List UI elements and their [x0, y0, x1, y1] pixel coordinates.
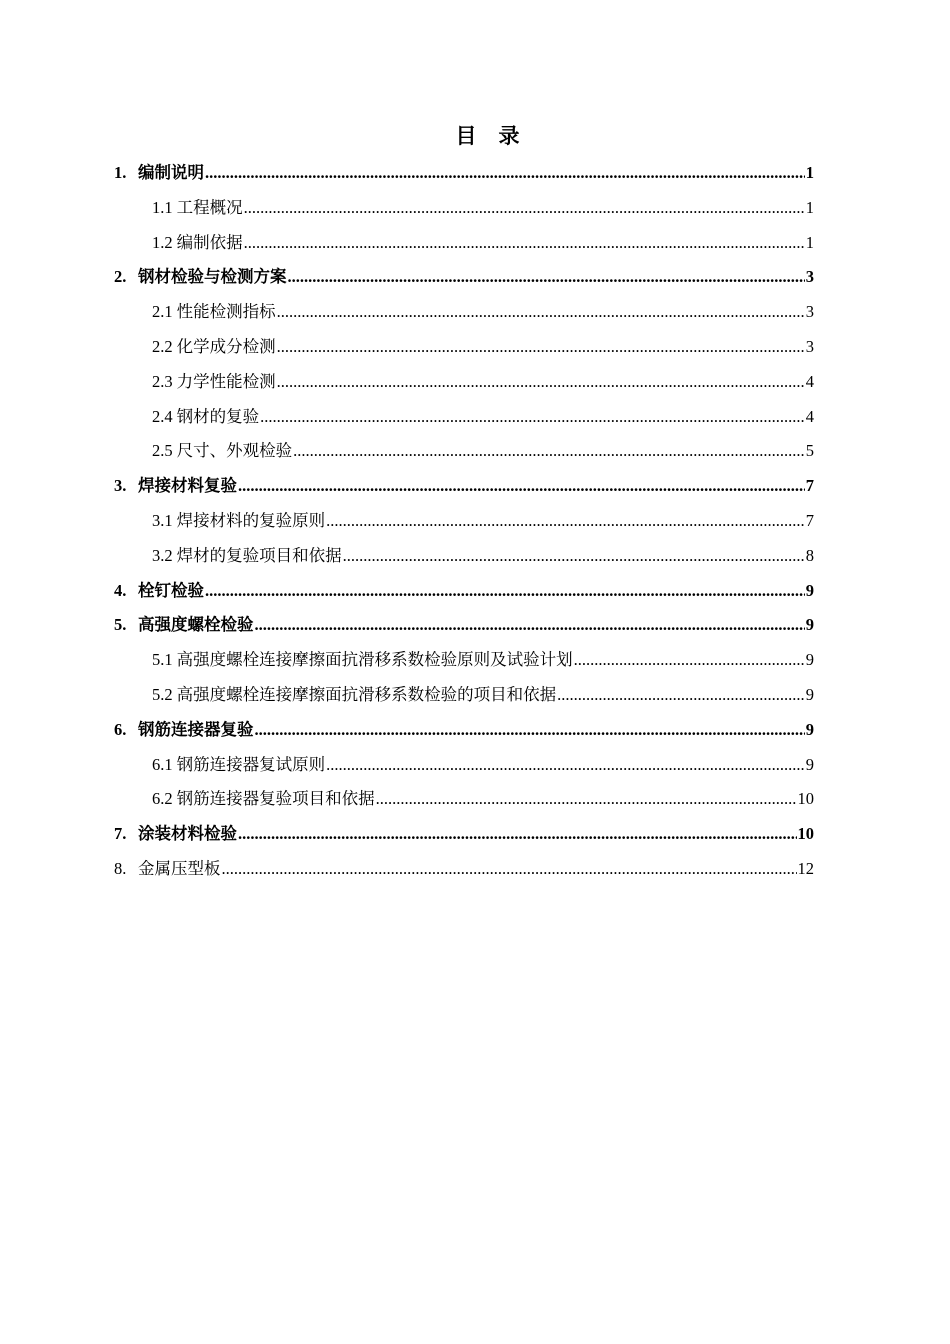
toc-entry-page: 3 — [805, 336, 814, 356]
toc-entry-label: 工程概况 — [176, 197, 243, 217]
toc-entry-label: 涂装材料检验 — [138, 824, 237, 844]
toc-dot-leader — [376, 782, 797, 817]
toc-dot-leader — [326, 504, 805, 539]
toc-entry-1-2[interactable] — [114, 226, 814, 261]
toc-entry-page: 10 — [797, 789, 814, 809]
toc-entry-5-1[interactable] — [114, 643, 814, 678]
toc-entry-page: 9 — [805, 580, 814, 600]
toc-dot-leader — [222, 852, 797, 887]
toc-entry-number: 4. — [114, 580, 127, 600]
toc-dot-leader — [205, 156, 805, 191]
toc-entry-label: 栓钉检验 — [138, 580, 204, 600]
toc-entry-page: 3 — [805, 267, 814, 287]
toc-entry-1-1[interactable] — [114, 191, 814, 226]
toc-entry-page: 3 — [805, 302, 814, 322]
toc-entry-number: 8. — [114, 858, 127, 878]
toc-entry-2-4[interactable] — [114, 400, 814, 435]
toc-entry-page: 4 — [805, 371, 814, 391]
toc-entry-number: 2. — [114, 267, 127, 287]
toc-dot-leader — [343, 539, 805, 574]
toc-entry-number: 6. — [114, 719, 127, 739]
toc-title — [0, 120, 950, 150]
toc-entry-number: 5.2 — [152, 684, 173, 704]
toc-entry-number: 1. — [114, 163, 127, 182]
toc-entry-label: 钢筋连接器复试原则 — [176, 754, 326, 774]
toc-entry-label: 化学成分检测 — [176, 336, 276, 356]
toc-entry-label: 金属压型板 — [138, 858, 221, 878]
toc-entry-2-5[interactable] — [114, 434, 814, 469]
toc-dot-leader — [260, 400, 805, 435]
toc-entry-label: 钢材的复验 — [176, 406, 260, 426]
toc-entry-7[interactable] — [114, 817, 814, 852]
toc-entry-label: 编制说明 — [138, 163, 204, 182]
toc-entry-number: 3. — [114, 476, 127, 496]
toc-entry-label: 钢筋连接器复验项目和依据 — [176, 789, 375, 809]
toc-dot-leader — [293, 434, 805, 469]
toc-entry-page: 10 — [797, 824, 814, 844]
toc-dot-leader — [255, 713, 805, 748]
toc-entry-3-2[interactable] — [114, 539, 814, 574]
toc-entry-page: 1 — [805, 232, 814, 252]
toc-entry-page: 7 — [805, 476, 814, 496]
toc-dot-leader — [277, 295, 805, 330]
toc-entry-page: 5 — [805, 441, 814, 461]
toc-entry-label: 高强度螺栓连接摩擦面抗滑移系数检验的项目和依据 — [176, 684, 557, 704]
toc-entry-label: 焊接材料复验 — [138, 476, 237, 496]
toc-entry-page: 1 — [805, 163, 814, 182]
toc-title-right: 录 — [498, 124, 520, 148]
toc-entry-page: 1 — [805, 197, 814, 217]
toc-entry-page: 9 — [805, 684, 814, 704]
toc-entry-2-2[interactable] — [114, 330, 814, 365]
toc-entry-number: 2.1 — [152, 302, 173, 322]
toc-entry-page: 12 — [797, 858, 814, 878]
toc-entry-label: 焊接材料的复验原则 — [176, 510, 326, 530]
table-of-contents — [114, 156, 814, 887]
toc-entry-label: 钢材检验与检测方案 — [138, 267, 287, 287]
toc-dot-leader — [238, 469, 805, 504]
toc-entry-5[interactable] — [114, 608, 814, 643]
toc-entry-number: 1.2 — [152, 232, 173, 252]
toc-entry-label: 性能检测指标 — [176, 302, 276, 322]
toc-entry-1[interactable] — [114, 156, 814, 191]
toc-entry-page: 7 — [805, 510, 814, 530]
toc-entry-3-1[interactable] — [114, 504, 814, 539]
toc-entry-number: 3.1 — [152, 510, 173, 530]
toc-entry-3[interactable] — [114, 469, 814, 504]
toc-dot-leader — [238, 817, 797, 852]
toc-dot-leader — [574, 643, 805, 678]
toc-entry-number: 2.5 — [152, 441, 173, 461]
toc-entry-2[interactable] — [114, 260, 814, 295]
toc-entry-label: 编制依据 — [176, 232, 243, 252]
toc-entry-6-2[interactable] — [114, 782, 814, 817]
toc-entry-page: 9 — [805, 650, 814, 670]
toc-entry-2-1[interactable] — [114, 295, 814, 330]
toc-entry-label: 尺寸、外观检验 — [176, 441, 293, 461]
toc-entry-5-2[interactable] — [114, 678, 814, 713]
toc-entry-label: 高强度螺栓检验 — [138, 615, 254, 635]
toc-dot-leader — [326, 748, 805, 783]
toc-entry-2-3[interactable] — [114, 365, 814, 400]
toc-entry-6-1[interactable] — [114, 748, 814, 783]
toc-dot-leader — [205, 574, 805, 609]
toc-dot-leader — [255, 608, 805, 643]
toc-entry-label: 钢筋连接器复验 — [138, 719, 254, 739]
toc-entry-label: 力学性能检测 — [176, 371, 276, 391]
toc-entry-page: 8 — [805, 545, 814, 565]
toc-entry-number: 2.2 — [152, 336, 173, 356]
toc-dot-leader — [244, 226, 805, 261]
toc-entry-number: 5. — [114, 615, 127, 635]
toc-entry-number: 7. — [114, 824, 127, 844]
toc-entry-4[interactable] — [114, 574, 814, 609]
toc-entry-label: 焊材的复验项目和依据 — [176, 545, 342, 565]
toc-entry-page: 9 — [805, 754, 814, 774]
toc-entry-number: 6.2 — [152, 789, 173, 809]
toc-entry-8[interactable] — [114, 852, 814, 887]
toc-entry-number: 3.2 — [152, 545, 173, 565]
toc-entry-label: 高强度螺栓连接摩擦面抗滑移系数检验原则及试验计划 — [176, 650, 573, 670]
toc-dot-leader — [244, 191, 805, 226]
toc-dot-leader — [277, 365, 805, 400]
toc-entry-page: 9 — [805, 615, 814, 635]
toc-dot-leader — [277, 330, 805, 365]
toc-entry-6[interactable] — [114, 713, 814, 748]
toc-entry-page: 9 — [805, 719, 814, 739]
toc-entry-number: 6.1 — [152, 754, 173, 774]
toc-entry-number: 2.4 — [152, 406, 173, 426]
toc-dot-leader — [557, 678, 805, 713]
toc-entry-number: 5.1 — [152, 650, 173, 670]
toc-entry-number: 1.1 — [152, 197, 173, 217]
toc-entry-number: 2.3 — [152, 371, 173, 391]
toc-title-left: 目 — [455, 124, 477, 148]
toc-entry-page: 4 — [805, 406, 814, 426]
toc-dot-leader — [288, 260, 805, 295]
